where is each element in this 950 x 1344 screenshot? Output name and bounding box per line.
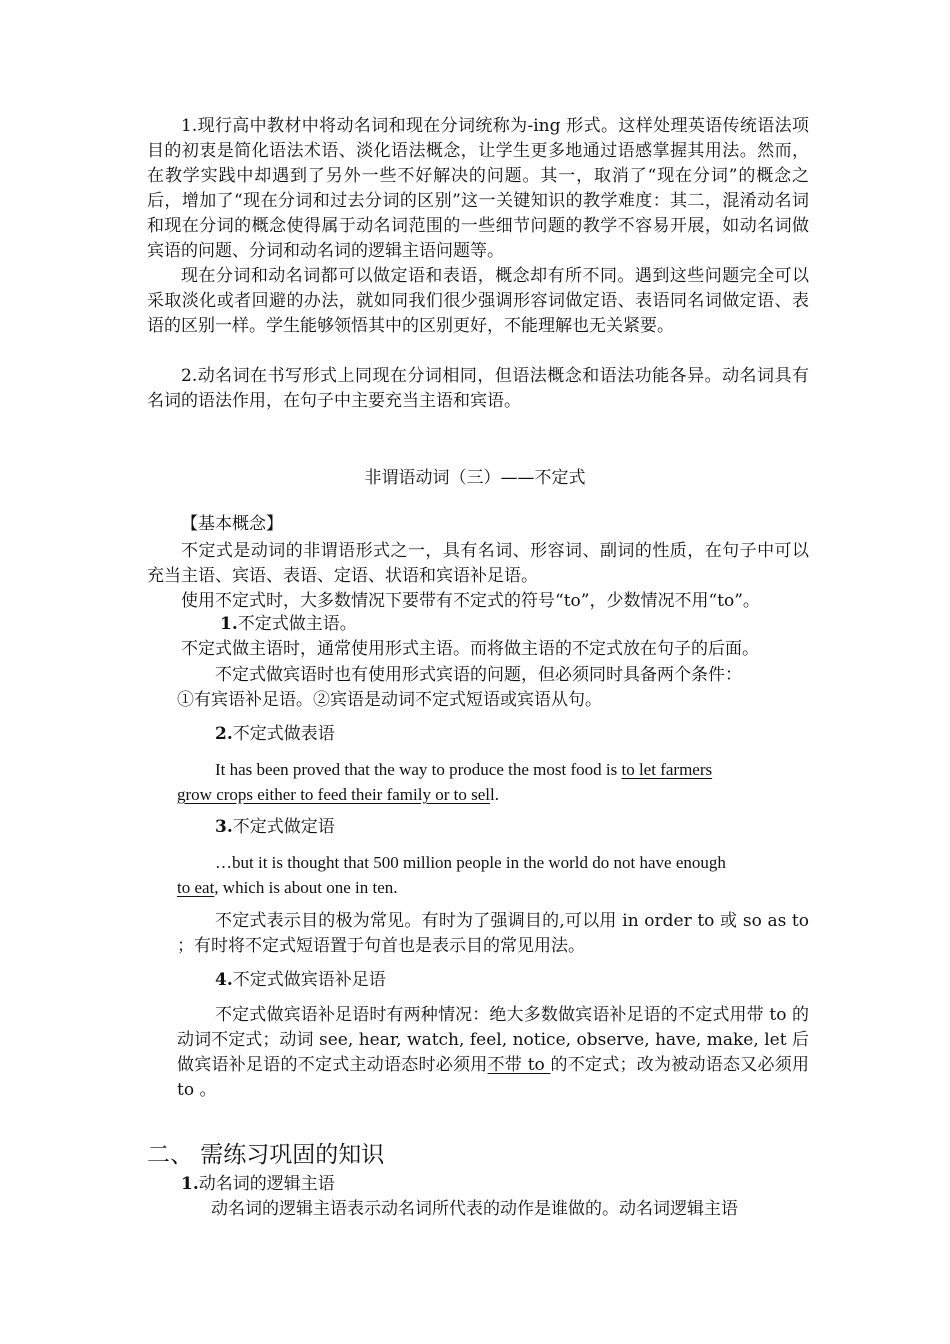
item1-object-text-1: 不定式做宾语时也有使用形式宾语的问题，但必须同时具备两个条件： [215, 665, 742, 685]
to-marker-note: 使用不定式时，大多数情况下要带有不定式的符号“to”，少数情况不用“to”。 [181, 591, 760, 611]
item1-label: 不定式做主语。 [237, 614, 357, 634]
item1-object-text-2: ①有宾语补足语。②宾语是动词不定式短语或宾语从句。 [177, 690, 602, 710]
item1-subject-text: 不定式做主语时，通常使用形式主语。而将做主语的不定式放在句子的后面。 [181, 639, 759, 659]
item3-heading [215, 815, 877, 840]
item3-purpose-paragraph: 不定式表示目的极为常见。有时为了强调目的,可以用 in order to 或 so as to ；有时将不定式短语置于句首也是表示目的常见用法。 [177, 911, 809, 956]
paragraph-gerund-function: 2.动名词在书写形式上同现在分词相同，但语法概念和语法功能各异。动名词具有名词的语法作用，在句子中主要充当主语和宾语。 [147, 366, 809, 411]
item2-example-text: It has been proved that the way to produce the most food is [215, 760, 622, 779]
item2-example-underline-2: grow crops either to feed their family or to sel [177, 785, 490, 804]
paragraph-ing-form: 1.现行高中教材中将动名词和现在分词统称为-ing 形式。这样处理英语传统语法项目的初衷是简化语法术语、淡化语法概念，让学生更多地通过语感掌握其用法。然而，在教学实践中却遇到了另外一些不好解决的问题。其一，取消了“现在分词”的概念之后，增加了“现在分词和过去分词的区别”这一关键知识的教学难度：其二，混淆动名词和现在分词的概念使得属于动名词范围的一些细节问题的教学不容易开展，如动名词做宾语的问题、分词和动名词的逻辑主语问题等。 [147, 116, 809, 261]
item4-heading [215, 968, 877, 993]
item4-number: 4. [215, 970, 233, 990]
item4-paragraph [177, 1003, 809, 1103]
item4-text-start: 不定式做宾语补足语时有两种情况：绝大多数做宾语补足语的不定式用带 to 的动词不定式；动词 see, hear, watch, feel, notice, observe, have, make, let 后做宾语补足语的不定式主动语态时必须用 [177, 1005, 809, 1075]
part2-item1-number: 1. [181, 1174, 199, 1194]
part2-item1-label: 动名词的逻辑主语 [198, 1174, 335, 1194]
item1-heading [220, 612, 882, 637]
item2-heading [215, 722, 877, 747]
item4-text-end: 的不定式；改为被动语态又必须用 to 。 [177, 1055, 810, 1100]
item3-example-line-1: …but it is thought that 500 million people in the world do not have enough [215, 853, 726, 872]
item3-example-underline: to eat [177, 878, 215, 897]
item2-label: 不定式做表语 [232, 724, 335, 744]
item2-example-line-1 [215, 757, 877, 782]
item1-number: 1. [220, 614, 238, 634]
paragraph-participle-gerund: 现在分词和动名词都可以做定语和表语，概念却有所不同。遇到这些问题完全可以采取淡化或者回避的办法，就如同我们很少强调形容词做定语、表语同名词做定语、表语的区别一样。学生能够领悟其中的区别更好，不能理解也无关紧要。 [147, 266, 809, 336]
part2-item1-heading [181, 1172, 843, 1197]
item3-example-line-2 [177, 875, 839, 900]
item2-example-underline-1: to let farmers [621, 760, 713, 779]
part2-item1-text: 动名词的逻辑主语表示动名词所代表的动作是谁做的。动名词逻辑主语 [211, 1199, 738, 1219]
item3-example-end: , which is about one in ten. [214, 878, 398, 897]
item3-number: 3. [215, 817, 233, 837]
section-title: 非谓语动词（三）——不定式 [364, 468, 586, 488]
item4-text-underline: 不带 to [487, 1055, 551, 1075]
item4-label: 不定式做宾语补足语 [232, 970, 386, 990]
item2-example-line-2 [177, 782, 839, 807]
part2-heading: 二、 需练习巩固的知识 [147, 1142, 385, 1168]
basic-concept-heading: 【基本概念】 [181, 514, 283, 534]
basic-concept-paragraph: 不定式是动词的非谓语形式之一，具有名词、形容词、副词的性质，在句子中可以充当主语、宾语、表语、定语、状语和宾语补足语。 [147, 541, 809, 586]
item2-example-end: l. [489, 785, 499, 804]
item2-number: 2. [215, 724, 233, 744]
item3-label: 不定式做定语 [232, 817, 335, 837]
